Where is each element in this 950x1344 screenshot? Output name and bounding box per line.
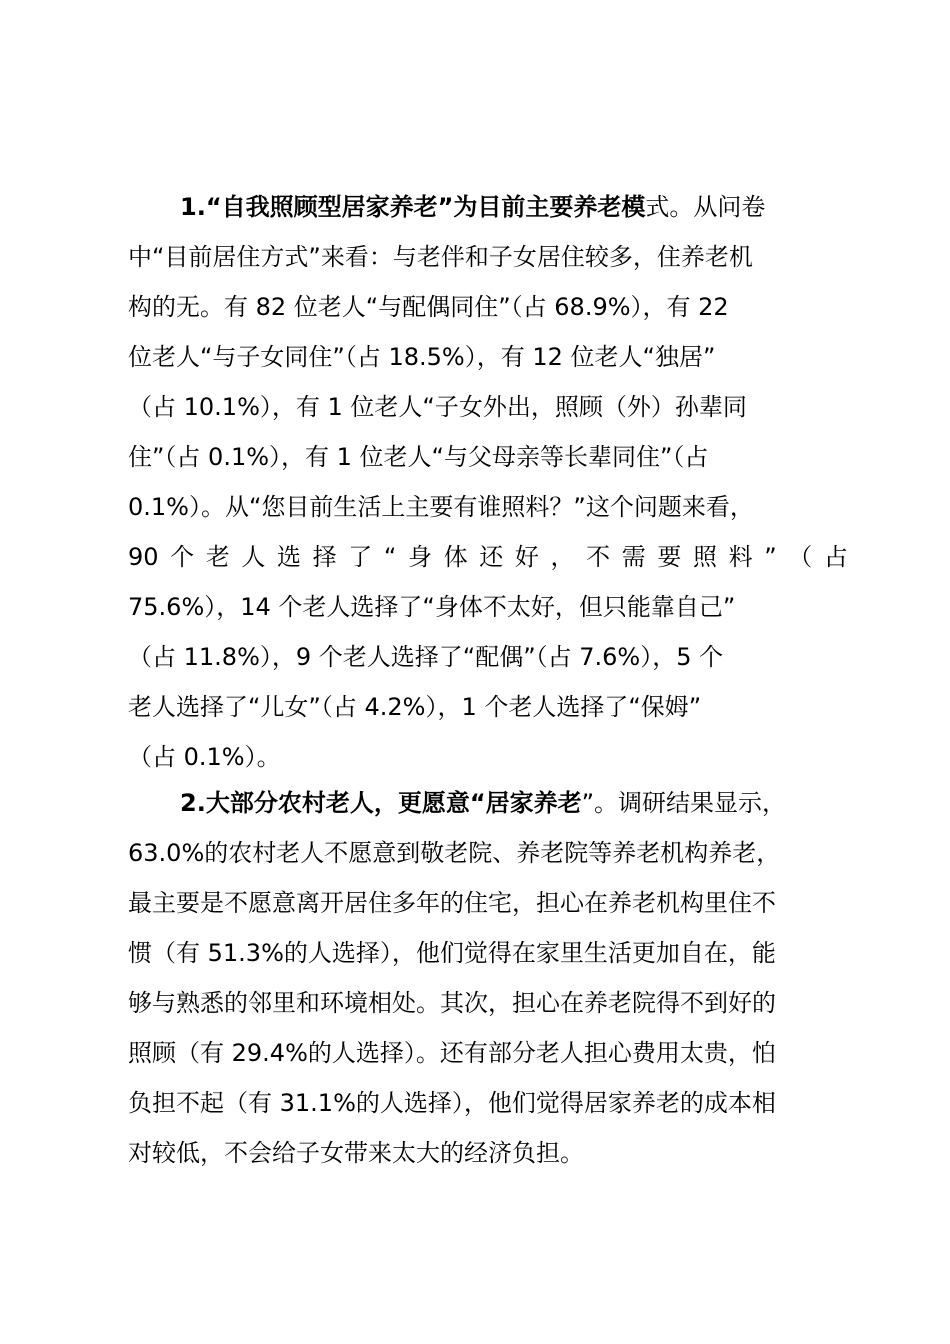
paragraph-1-line-4: 位老人“与子女同住”（占 18.5%），有 12 位老人“独居” bbox=[128, 343, 716, 371]
paragraph-1-line-1-rest: 式。从问卷 bbox=[645, 193, 766, 221]
paragraph-2-line-2: 63.0%的农村老人不愿意到敬老院、养老院等养老机构养老， bbox=[128, 839, 781, 867]
paragraph-1-line-8 bbox=[128, 532, 848, 582]
paragraph-2-line-5: 够与熟悉的邻里和环境相处。其次，担心在养老院得不到好的 bbox=[128, 989, 776, 1017]
line-8-token: 90 bbox=[128, 543, 159, 571]
paragraph-2-line-4: 惯（有 51.3%的人选择），他们觉得在家里生活更加自在，能 bbox=[128, 939, 776, 967]
paragraph-2-line-1-rest: ”。调研结果显示， bbox=[581, 789, 787, 817]
line-8-token: 占 bbox=[823, 543, 848, 571]
paragraph-1-line-12: （占 0.1%）。 bbox=[128, 743, 281, 771]
line-8-token: 了 bbox=[348, 543, 373, 571]
line-8-token: 身 bbox=[407, 543, 432, 571]
paragraph-1-line-9: 75.6%），14 个老人选择了“身体不太好，但只能靠自己” bbox=[128, 593, 736, 621]
paragraph-1-line-3: 构的无。有 82 位老人“与配偶同住”（占 68.9%），有 22 bbox=[128, 293, 729, 321]
paragraph-1-line-1 bbox=[128, 182, 848, 232]
line-8-token: 照 bbox=[692, 543, 717, 571]
line-8-token: 料 bbox=[728, 543, 753, 571]
paragraph-1-line-5: （占 10.1%），有 1 位老人“子女外出，照顾（外）孙辈同 bbox=[128, 393, 747, 421]
line-8-token: 要 bbox=[657, 543, 682, 571]
paragraph-1-line-2: 中“目前居住方式”来看：与老伴和子女居住较多，住养老机 bbox=[128, 243, 753, 271]
paragraph-2-line-3: 最主要是不愿意离开居住多年的住宅，担心在养老机构里住不 bbox=[128, 889, 776, 917]
paragraph-1-heading: 1.“自我照顾型居家养老”为目前主要养老模 bbox=[180, 193, 646, 221]
line-8-token: “ bbox=[383, 543, 397, 571]
paragraph-1 bbox=[128, 182, 848, 782]
line-8-token: 择 bbox=[312, 543, 337, 571]
line-8-token: 选 bbox=[277, 543, 302, 571]
line-8-token: 体 bbox=[443, 543, 468, 571]
line-8-token: ， bbox=[550, 543, 575, 571]
paragraph-2-line-7: 负担不起（有 31.1%的人选择），他们觉得居家养老的成本相 bbox=[128, 1089, 776, 1117]
line-8-token: （ bbox=[788, 543, 813, 571]
paragraph-1-line-11: 老人选择了“儿女”（占 4.2%），1 个老人选择了“保姆” bbox=[128, 693, 702, 721]
paragraph-2 bbox=[128, 778, 848, 1178]
line-8-token: 老 bbox=[205, 543, 230, 571]
paragraph-1-line-7: 0.1%）。从“您目前生活上主要有谁照料？”这个问题来看， bbox=[128, 493, 754, 521]
paragraph-2-line-8: 对较低，不会给子女带来太大的经济负担。 bbox=[128, 1139, 584, 1167]
line-8-token: 不 bbox=[586, 543, 611, 571]
line-8-token: 好 bbox=[514, 543, 539, 571]
line-8-token: 人 bbox=[241, 543, 266, 571]
paragraph-2-line-1 bbox=[128, 778, 848, 828]
line-8-token: 还 bbox=[479, 543, 504, 571]
line-8-token: ” bbox=[764, 543, 777, 571]
paragraph-1-line-10: （占 11.8%），9 个老人选择了“配偶”（占 7.6%），5 个 bbox=[128, 643, 724, 671]
paragraph-2-heading: 2.大部分农村老人，更愿意“居家养老 bbox=[180, 789, 582, 817]
paragraph-1-line-6: 住”（占 0.1%），有 1 位老人“与父母亲等长辈同住”（占 bbox=[128, 443, 709, 471]
line-8-token: 需 bbox=[621, 543, 646, 571]
line-8-token: 个 bbox=[170, 543, 195, 571]
paragraph-2-line-6: 照顾（有 29.4%的人选择）。还有部分老人担心费用太贵，怕 bbox=[128, 1039, 776, 1067]
